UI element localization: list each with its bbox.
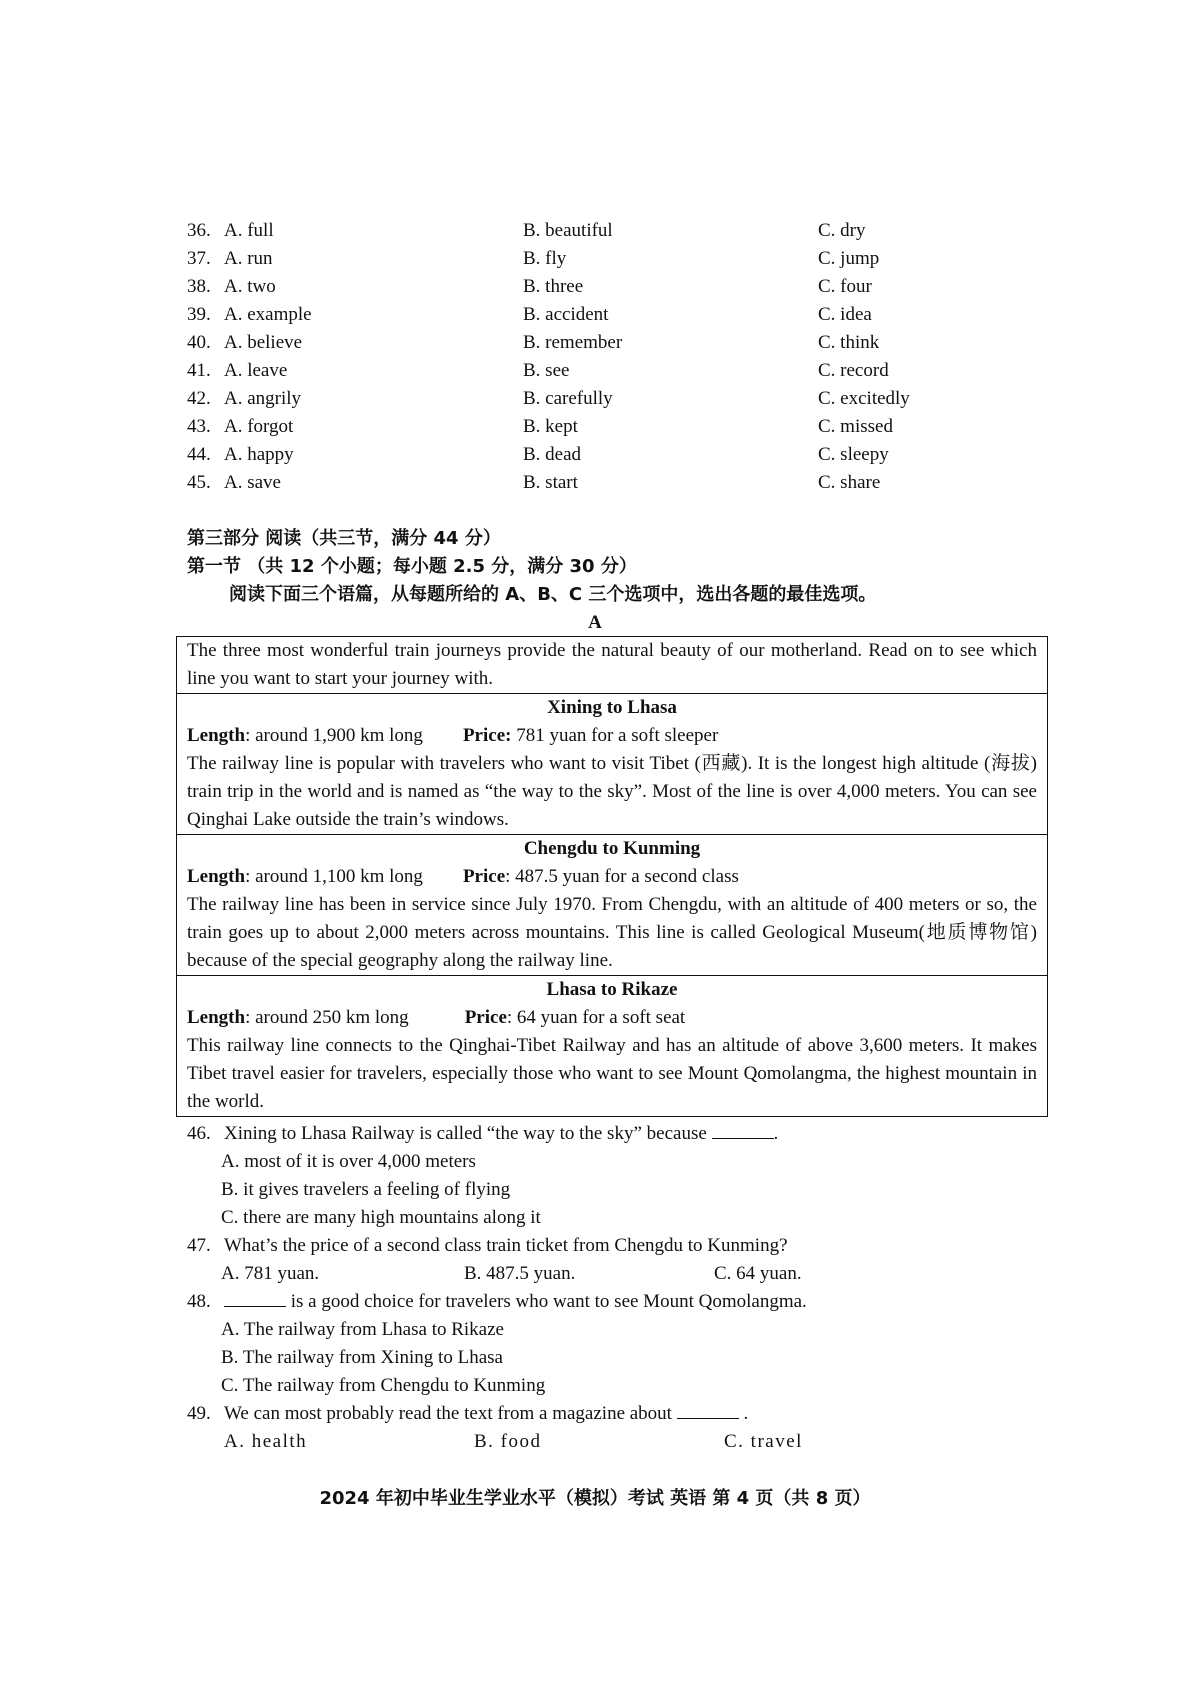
passage-letter: A — [588, 612, 602, 633]
option-b: B. start — [523, 472, 578, 493]
choice-47a: A. 781 yuan. — [221, 1263, 320, 1284]
question-list — [187, 1120, 1047, 1456]
choice-49a: A. health — [224, 1431, 308, 1452]
price-label: Price — [462, 866, 506, 887]
option-row-43 — [187, 413, 1047, 441]
question-text — [224, 1400, 748, 1428]
length-value: : around 1,100 km long — [245, 866, 423, 887]
length-label: Length — [187, 866, 246, 887]
option-number: 39. — [187, 304, 211, 325]
question-stem: Xining to Lhasa Railway is called “the way to the sky” because — [224, 1123, 712, 1144]
question-49 — [187, 1400, 1047, 1428]
choice-47c: C. 64 yuan. — [714, 1263, 802, 1284]
question-48 — [187, 1288, 1047, 1316]
question-text — [224, 1288, 807, 1316]
passage-intro-cell — [177, 637, 1047, 693]
length-label: Length — [187, 725, 246, 746]
length-label: Length — [187, 1007, 246, 1028]
answer-blank — [224, 1288, 286, 1307]
page-footer: 2024 年初中毕业生学业水平（模拟）考试 英语 第 4 页（共 8 页） — [319, 1488, 871, 1509]
route-description: This railway line connects to the Qinghai-Tibet Railway and has an altitude of above 3,600 meters. It makes Tibet travel easier for travelers, especially those who want to see Mount Qomolangma, the highest mountain in the world. — [187, 1035, 1037, 1112]
question-text: What’s the price of a second class train ticket from Chengdu to Kunming? — [224, 1235, 788, 1256]
passage-intro: The three most wonderful train journeys provide the natural beauty of our motherland. Read on to see which line you want to start your journey with. — [187, 640, 1037, 689]
route-title: Xining to Lhasa — [547, 697, 677, 718]
option-row-36 — [187, 217, 1047, 245]
reading-instruction: 阅读下面三个语篇，从每题所给的 A、B、C 三个选项中，选出各题的最佳选项。 — [229, 584, 877, 605]
option-number: 45. — [187, 472, 211, 493]
option-a: A. example — [224, 304, 312, 325]
option-row-42 — [187, 385, 1047, 413]
choice-49c: C. travel — [724, 1431, 803, 1452]
option-c: C. idea — [818, 304, 872, 325]
route-meta — [187, 1004, 1037, 1032]
option-c: C. share — [818, 472, 881, 493]
option-a: A. save — [224, 472, 281, 493]
choice-48b — [187, 1344, 1047, 1372]
option-number: 44. — [187, 444, 211, 465]
price-label: Price: — [462, 725, 512, 746]
option-c: C. think — [818, 332, 880, 353]
question-stem: is a good choice for travelers who want to see Mount Qomolangma. — [286, 1291, 807, 1312]
option-row-39 — [187, 301, 1047, 329]
option-number: 42. — [187, 388, 211, 409]
option-a: A. happy — [224, 444, 294, 465]
choice-46c — [187, 1204, 1047, 1232]
option-row-40 — [187, 329, 1047, 357]
route-meta — [187, 863, 1037, 891]
route-title: Lhasa to Rikaze — [546, 979, 678, 1000]
option-b: B. remember — [523, 332, 623, 353]
option-a: A. angrily — [224, 388, 302, 409]
option-row-45 — [187, 469, 1047, 497]
route-cell-lhasa-rikaze — [177, 975, 1047, 1116]
choice-47b: B. 487.5 yuan. — [464, 1263, 576, 1284]
price-label: Price — [464, 1007, 507, 1028]
length-value: : around 1,900 km long — [245, 725, 423, 746]
option-number: 37. — [187, 248, 211, 269]
question-47 — [187, 1232, 1047, 1260]
choice-text: C. The railway from Chengdu to Kunming — [221, 1375, 546, 1396]
question-text — [224, 1120, 778, 1148]
choice-48c — [187, 1372, 1047, 1400]
choice-49b: B. food — [474, 1431, 542, 1452]
choice-text: B. it gives travelers a feeling of flying — [221, 1179, 511, 1200]
choice-text: A. The railway from Lhasa to Rikaze — [221, 1319, 504, 1340]
section-heading: 第三部分 阅读（共三节，满分 44 分） — [187, 528, 501, 549]
option-a: A. forgot — [224, 416, 294, 437]
question-number: 47. — [187, 1235, 211, 1256]
option-b: B. kept — [523, 416, 578, 437]
option-row-38 — [187, 273, 1047, 301]
question-number: 46. — [187, 1123, 211, 1144]
question-number: 48. — [187, 1291, 211, 1312]
option-b: B. beautiful — [523, 220, 613, 241]
price-value: : 64 yuan for a soft seat — [506, 1007, 686, 1028]
route-description: The railway line is popular with travelers who want to visit Tibet (西藏). It is the longest high altitude (海拔) train trip in the world and is named as “the way to the sky”. Most of the line is over 4,000 meters. You can see Qinghai Lake outside the train’s windows. — [187, 753, 1037, 830]
option-row-41 — [187, 357, 1047, 385]
option-b: B. accident — [523, 304, 609, 325]
option-a: A. leave — [224, 360, 288, 381]
option-c: C. excitedly — [818, 388, 910, 409]
choice-text: C. there are many high mountains along it — [221, 1207, 541, 1228]
price-value: : 487.5 yuan for a second class — [505, 866, 739, 887]
section-subheading: 第一节 （共 12 个小题；每小题 2.5 分，满分 30 分） — [187, 556, 637, 577]
choice-46a — [187, 1148, 1047, 1176]
option-b: B. fly — [523, 248, 567, 269]
price-value: 781 yuan for a soft sleeper — [511, 725, 719, 746]
option-c: C. dry — [818, 220, 866, 241]
question-end: . — [738, 1403, 749, 1424]
option-c: C. four — [818, 276, 872, 297]
option-c: C. jump — [818, 248, 880, 269]
choice-48a — [187, 1316, 1047, 1344]
answer-blank — [677, 1400, 739, 1419]
choice-text: A. most of it is over 4,000 meters — [221, 1151, 476, 1172]
passage-table — [176, 636, 1048, 1117]
option-b: B. three — [523, 276, 584, 297]
choices-47 — [187, 1260, 1047, 1288]
option-list — [187, 217, 1047, 497]
route-meta — [187, 722, 1037, 750]
choice-text: B. The railway from Xining to Lhasa — [221, 1347, 503, 1368]
option-b: B. carefully — [523, 388, 613, 409]
answer-blank — [712, 1120, 774, 1139]
option-number: 41. — [187, 360, 211, 381]
choice-46b — [187, 1176, 1047, 1204]
option-number: 43. — [187, 416, 211, 437]
option-b: B. see — [523, 360, 570, 381]
choices-49 — [187, 1428, 1047, 1456]
question-end: . — [773, 1123, 779, 1144]
option-a: A. run — [224, 248, 273, 269]
option-number: 36. — [187, 220, 211, 241]
option-a: A. full — [224, 220, 274, 241]
length-value: : around 250 km long — [245, 1007, 409, 1028]
option-c: C. sleepy — [818, 444, 889, 465]
option-a: A. two — [224, 276, 276, 297]
option-row-44 — [187, 441, 1047, 469]
option-row-37 — [187, 245, 1047, 273]
option-number: 38. — [187, 276, 211, 297]
question-stem: We can most probably read the text from a magazine about — [224, 1403, 677, 1424]
route-description: The railway line has been in service since July 1970. From Chengdu, with an altitude of 400 meters or so, the train goes up to about 2,000 meters across mountains. This line is called Geological Museum(地质博物馆) because of the special geography along the railway line. — [187, 894, 1037, 971]
option-c: C. record — [818, 360, 889, 381]
option-number: 40. — [187, 332, 211, 353]
question-number: 49. — [187, 1403, 211, 1424]
option-c: C. missed — [818, 416, 893, 437]
question-46 — [187, 1120, 1047, 1148]
route-title: Chengdu to Kunming — [523, 838, 701, 859]
route-cell-xining-lhasa — [177, 693, 1047, 834]
option-b: B. dead — [523, 444, 582, 465]
route-cell-chengdu-kunming — [177, 834, 1047, 975]
option-a: A. believe — [224, 332, 303, 353]
